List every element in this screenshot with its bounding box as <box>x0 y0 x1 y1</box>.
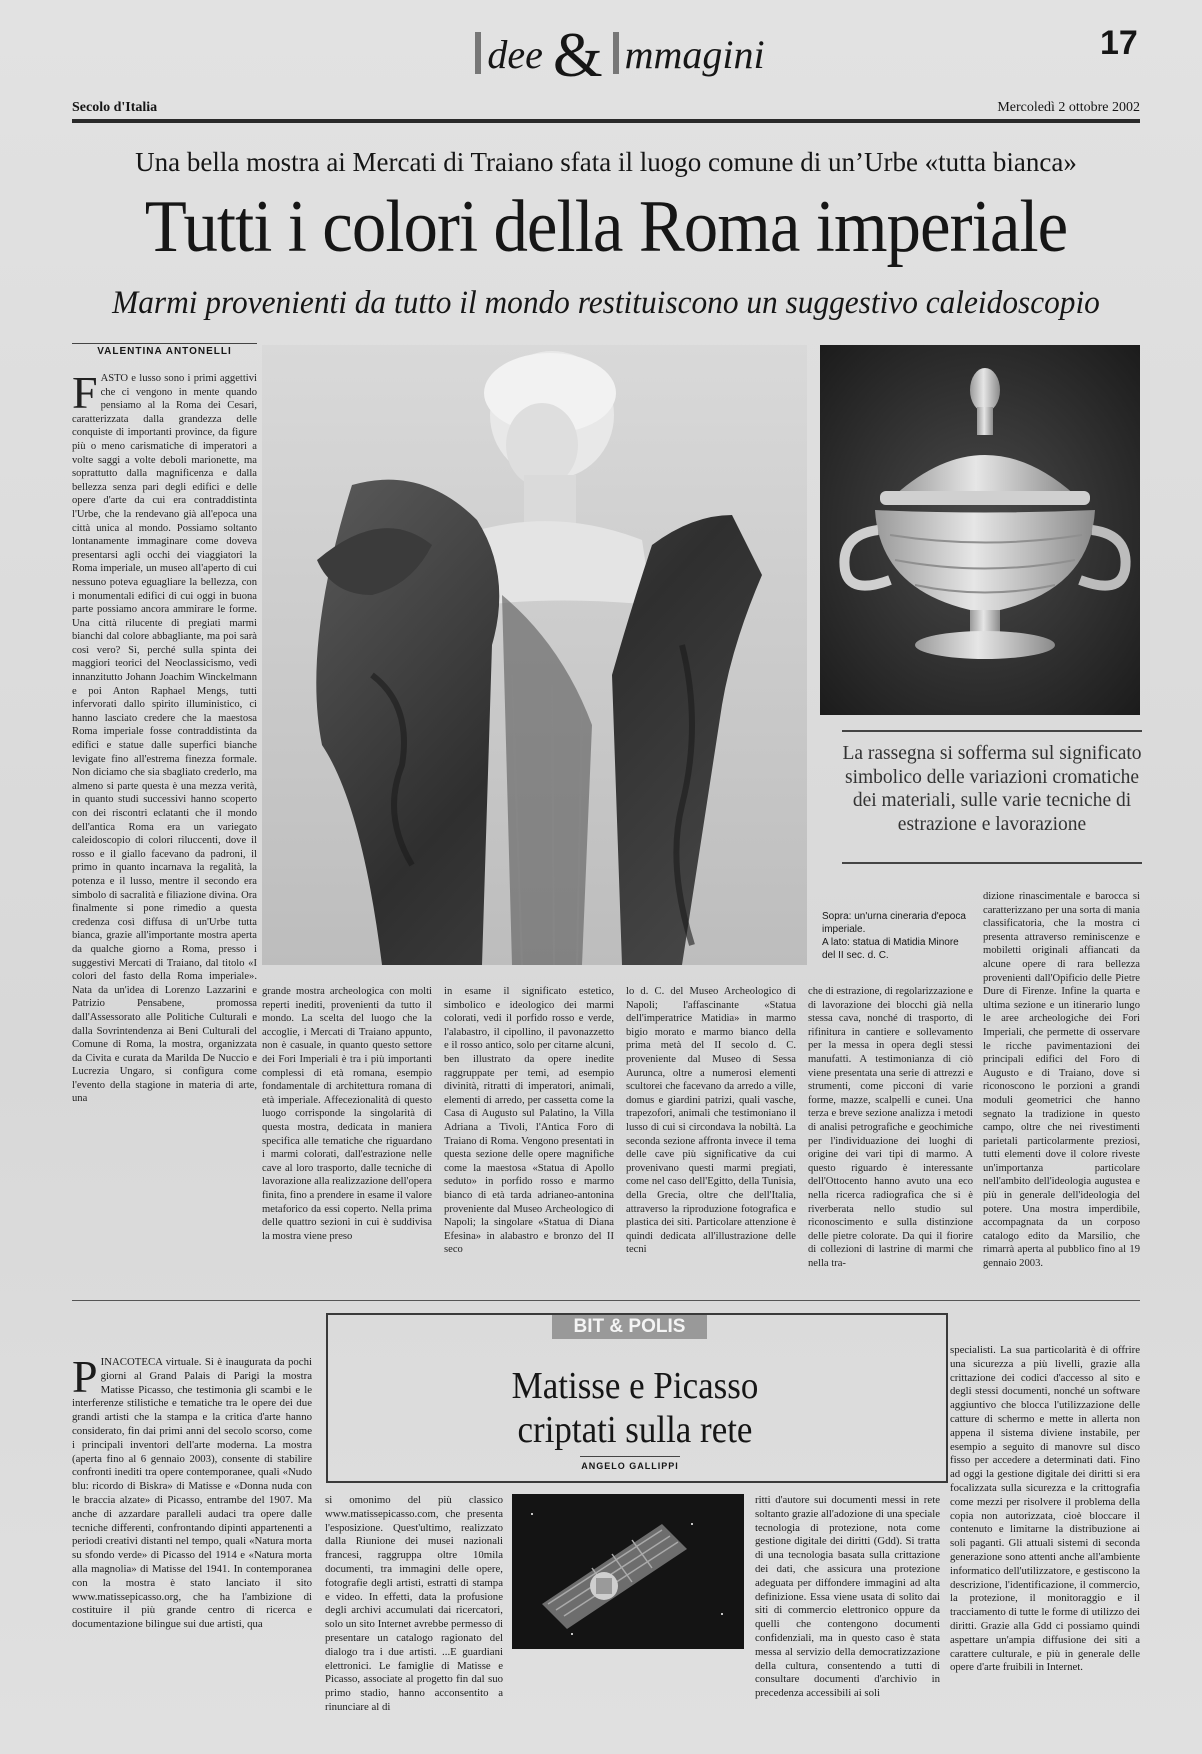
bitpolis-column-2: si omonimo del più classico www.matissepicasso.com, che presenta l'esposizione. Quest'ultimo, realizzato dalla Riunione dei musei nazionali francesi, raggruppa oltre 10mila documenti, tra immagini delle opere, fotografie degli artisti, estratti di stampa e video. In effetti, data la profusione degli archivi accumulati dai ricercatori, solo un sito Internet avrebbe permesso di presentare un catalogo ragionato del dialogo tra i due artisti. ...E guardiani elettronici. Le famiglie di Matisse e Picasso, associate al progetto fin dal suo primo stadio, hanno acconsentito a rinunciare al di <box>325 1494 503 1713</box>
section-ampersand: & <box>552 19 603 90</box>
section-bar-icon <box>475 32 481 74</box>
urn-photo <box>820 345 1140 715</box>
bitpolis-column-1-text: INACOTECA virtuale. Si è inaugurata da pochi giorni al Grand Palais di Parigi la mostra Matisse Picasso, che testimonia gli scambi e le interferenze stilistiche e tematiche tra le opere dei due grandi artisti che la stampa e la critica d'arte hanno considerato, fin dai primi anni del secolo scorso, come i principali inventori dell'arte moderna. La mostra (aperta fino al 6 gennaio 2003), consente di stabilire confronti inediti tra opere contemporanee, quali «Nudo blu: ricordo di Biskra» di Matisse e «Donna nuda con le braccia alzate» di Picasso, entrambe del 1907. Ma anche di azzardare paralleli audaci tra opere dalle tecniche differenti, confrontando dipinti appartenenti a periodi creativi distanti nel tempo, quali «Natura morta su sfondo verde» di Picasso del 1914 e «Natura morta alla magnolia» di Matisse del 1941. In contemporanea con la mostra è stato lanciato il sito www.matissepicasso.org, che ha l'ambizione di costituire il più grande centro di ricerca e documentazione bilingue sui due artisti, qua <box>72 1356 312 1631</box>
section-divider <box>72 1300 1140 1301</box>
byline-rule <box>72 343 257 344</box>
bitpolis-byline: ANGELO GALLIPPI <box>581 1461 679 1471</box>
dropcap: F <box>72 372 98 418</box>
bitpolis-column-1 <box>72 1356 312 1724</box>
article-column-6: dizione rinascimentale e barocca si caratterizzano per una sorta di mania classificatoria, che la mostra ci presenta attraverso reminiscenze e mobiletti originali affiancati da alcune opere di rara bellezza provenienti dall'Opificio delle Pietre Dure di Firenze. Infine la quarta e ultima sezione e un itinerario lungo le aree archeologiche dei Fori Imperiali, che permette di osservare le ricche pavimentazioni dei principali edifici del Foro di Augusto e di Traiano, dove si riconoscono le porzioni a grandi moduli geometrici che hanno segnato la tradizione in questo campo, oltre che nei rivestimenti parietali particolarmente preziosi, tutti elementi dove il colore riveste un'importanza particolare nell'ambito dell'ideologia augustea e più in generale dell'ideologia del potere. Una mostra imperdibile, accompagnata da un corposo catalogo edito da Marsilio, che rimarrà aperta al pubblico fino al 19 gennaio 2003. <box>983 891 1140 1270</box>
photo-captions <box>822 910 967 962</box>
bitpolis-column-4: specialisti. La sua particolarità è di offrire una sicurezza a più livelli, grazie alla crittazione dei codici d'accesso al sito e degli stessi documenti, nonché un software aggiuntivo che blocca l'utilizzazione delle catture di schermo e mette in allerta non appena il sistema diviene instabile, per esempio a seguito di manovre sul disco fisso per accedere a determinati dati. Fino ad oggi la gestione digitale dei diritti si era focalizzata sulla sicurezza e la crittografia come mezzi per risolvere il problema della copia non autorizzata, cioè bloccare il contenuto e limitarne la distribuzione ai soli paganti. Gli attuali sistemi di seconda generazione sono attenti anche all'ambiente informatico dell'utilizzatore, e gestiscono la descrizione, l'identificazione, il commercio, la protezione, il monitoraggio e il tracciamento di tutte le forme di utilizzo dei diritti. Grazie alla Gdd ci possiamo quindi aspettare un'ampia diffusione dei siti a carattere culturale, e più in generale delle opere d'arte fruibili in Internet. <box>950 1344 1140 1674</box>
section-title <box>420 18 820 92</box>
pull-quote: La rassegna si sofferma sul significato simbolico delle variazioni cromatiche dei materiali, sulle varie tecniche di estrazione e lavorazione <box>842 743 1142 835</box>
article-kicker: Una bella mostra ai Mercati di Traiano sfata il luogo comune di un’Urbe «tutta bianca» <box>135 147 1077 177</box>
section-bar-icon <box>613 32 619 74</box>
bitpolis-kicker: BIT & POLIS <box>552 1315 707 1339</box>
photo-caption-side: A lato: statua di Matidia Minore del II sec. d. C. <box>822 937 959 961</box>
caption-rule-top <box>842 730 1142 732</box>
bitpolis-column-3a <box>512 1656 744 1724</box>
statue-of-matidia-image <box>262 345 807 965</box>
header-rule <box>72 119 1140 123</box>
cinerary-urn-image <box>820 345 1140 715</box>
article-column-2: grande mostra archeologica con molti reperti inediti, provenienti da tutto il mondo. La scelta del luogo che la accoglie, i Mercati di Traiano appunto, non è casuale, in quanto questo settore dei Fori Imperiali è tra i più importanti complessi di età romana, esempio fondamentale di architettura romana di età imperiale. Affecezionalità di questo luogo corrisponde la singolarità di questa mostra, dedicata in maniera specifica alle tematiche che riguardano i marmi colorati, dall'estrazione nelle cave al loro trasporto, dalle tecniche di lavorazione alla realizzazione dell'opera finita, fino a prendere in esame il valore metaforico da essi coperto. Nella prima delle quattro sezioni in cui è suddivisa la mostra viene preso <box>262 986 432 1242</box>
article-deck: Marmi provenienti da tutto il mondo restituiscono un suggestivo caleidoscopio <box>112 285 1100 321</box>
photo-caption-above: Sopra: un'urna cineraria d'epoca imperiale. <box>822 911 966 935</box>
article-column-4: lo d. C. del Museo Archeologico di Napoli; l'affascinante «Statua dell'imperatrice Matidia» in marmo bigio morato e marmo bianco della prima metà del II secolo d. C. proveniente dal Museo di Sessa Aurunca, oltre a numerosi elementi scultorei che facevano da arredo a ville, domus e giardini patrizi, quali vasche, trapezofori, animali che testimoniano il lusso di cui si circondava la nobiltà. La seconda sezione affronta invece il tema delle cave più significative da cui provenivano questi marmi pregiati, come nel caso dell'Egitto, della Tunisia, della Grecia, oltre che dell'Italia, attraverso la riproduzione fotografica e plastica dei siti. Particolare attenzione è quindi dedicata all'illustrazione delle tecni <box>626 986 796 1256</box>
article-column-3: in esame il significato estetico, simbolico e ideologico dei marmi colorati, vedi il porfido rosso e verde, l'alabastro, il cipollino, il pavonazzetto e il rosso antico, solo per citarne alcuni, ben illustrato da opere inedite raggruppate per temi, ad esempio divinità, ritratti di imperatori, animali, elementi di arredo, per cassetta come la Casa di Augusto sul Palatino, la Villa Adriana a Tivoli, l'Antica Foro di Traiano di Roma. Vengono presentati in questa sezione delle opere magnifiche come la maestosa «Statua di Apollo seduto» in porfido rosso e marmo bianco di età tarda adrianeo-antonina proveniente dal Museo Archeologico di Napoli; la singolare «Statua di Diana Efesina» in alabastro e bronzo del II seco <box>444 986 614 1256</box>
statue-photo <box>262 345 807 965</box>
dropcap: P <box>72 1356 98 1402</box>
satellite-image <box>512 1494 744 1649</box>
publication-date: Mercoledì 2 ottobre 2002 <box>997 100 1140 115</box>
bitpolis-title-line-1: Matisse e Picasso <box>511 1365 759 1407</box>
bitpolis-byline-rule <box>580 1456 680 1457</box>
section-title-part-2: mmagini <box>624 32 765 77</box>
bitpolis-title <box>364 1364 907 1452</box>
satellite-photo <box>512 1494 744 1649</box>
article-column-5: che di estrazione, di regolarizzazione e di lavorazione dei blocchi già nella stessa cava, nonché di trasporto, di rifinitura in cantiere e sollevamento per la messa in opera degli stessi manufatti. A testimonianza di ciò viene presentata una serie di attrezzi e strumenti, come picconi di varie forme, mazze, scalpelli e cunei. Una terza e breve sezione analizza i metodi di analisi petrografiche e geochimiche per l'individuazione dei luoghi di origine dei vari tipi di marmo. A questo riguardo è interessante dell'Ottocento hanno avuto una eco nella ricerca radiografica che si è riverberata nello studio sul riconoscimento e sulla distinzione delle pietre colorate. Da qui il fiorire di collezioni di lastrine di marmi che nella tra- <box>808 986 973 1269</box>
caption-rule-bottom <box>842 862 1142 864</box>
bitpolis-column-3: ritti d'autore sui documenti messi in rete soltanto grazie all'adozione di una speciale tecnologia di protezione, nota come gestione digitale dei diritti (Gdd). Si tratta di una tecnologia basata sulla crittazione dei dati, che assicura una protezione adeguata per diffondere immagini ad alta definizione. Essa viene usata di solito dai siti di commercio elettronico oppure da quelli che contengono documenti confidenziali, ma in questo caso è stata messa al servizio della democratizzazione della cultura, consentendo a tutti di consultare documenti d'archivio in precedenza accessibili ai soli <box>755 1494 940 1700</box>
masthead: Secolo d'Italia <box>72 100 158 115</box>
article-byline: VALENTINA ANTONELLI <box>97 346 232 357</box>
article-headline: Tutti i colori della Roma imperiale <box>144 186 1068 268</box>
article-column-1-text: ASTO e lusso sono i primi aggettivi che ci vengono in mente quando pensiamo al la Roma dei Cesari, caratterizzata dalla grandezza delle conquiste di importanti province, da figure più o meno carismatiche di imperatori a volte saggi a volte deboli marionette, ma soprattutto dalla magnificenza e dalla bellezza senza pari degli edifici e delle opere d'arte da cui era contraddistinta l'Urbe, che la rendevano già all'epoca una città unica al mondo. Possiamo soltanto lontanamente immaginare come doveva presentarsi agli occhi dei viaggiatori la Roma imperiale, un museo all'aperto di cui nessuno poteva eguagliare la bellezza, con i monumentali edifici di cui oggi in buona parte possiamo ancora ammirare le forme. Una città rilucente di pregiati marmi bianchi dal colore abbagliante, ma poi sarà così vero? Sì, perché sulla spinta dei maggiori teorici del Neoclassicismo, vedi innanzitutto Johann Joachim Winckelmann e poi Anton Raphael Mengs, tutti infervorati dallo spirito illuministico, ci hanno lasciato credere che la maestosa Roma imperiale fosse contraddistinta da edifici e statue dalle superfici bianche levigate fino all'estrema finezza formale. Non diciamo che sia sbagliato crederlo, ma almeno si parte questa è una mezza verità, in quanto studi successivi hanno scoperto con dei riscontri eclatanti che il mondo dell'antica Roma era un variegato caleidoscopio di colori riluccenti, dove il rosso e il giallo facevano da padroni, il primo in quanto incarnava la regalità, la potenza e il lusso, mentre il secondo era simbolo di sacralità e filiazione divina. Ora finalmente si pone rimedio a questa credenza così diffusa di un'Urbe tutta bianca, grazie all'importante mostra aperta da qualche giorno a Roma, presso i suggestivi Mercati di Traiano, dal titolo «I colori del fasto della Roma imperiale». Nata da un'idea di Lorenzo Lazzarini e Patrizio Pensabene, promossa dall'Assessorato alle Politiche Culturali e dalla Sovrintendenza ai Beni Culturali del Comune di Roma, la mostra, organizzata da Civita e curata da Marilda De Nuccio e Lucrezia Ungaro, si configura come l'evento della stagione in materia di arte, una <box>72 373 257 1105</box>
section-title-part-1: dee <box>487 32 543 77</box>
page-number: 17 <box>1100 24 1138 62</box>
bitpolis-title-line-2: criptati sulla rete <box>517 1409 753 1451</box>
